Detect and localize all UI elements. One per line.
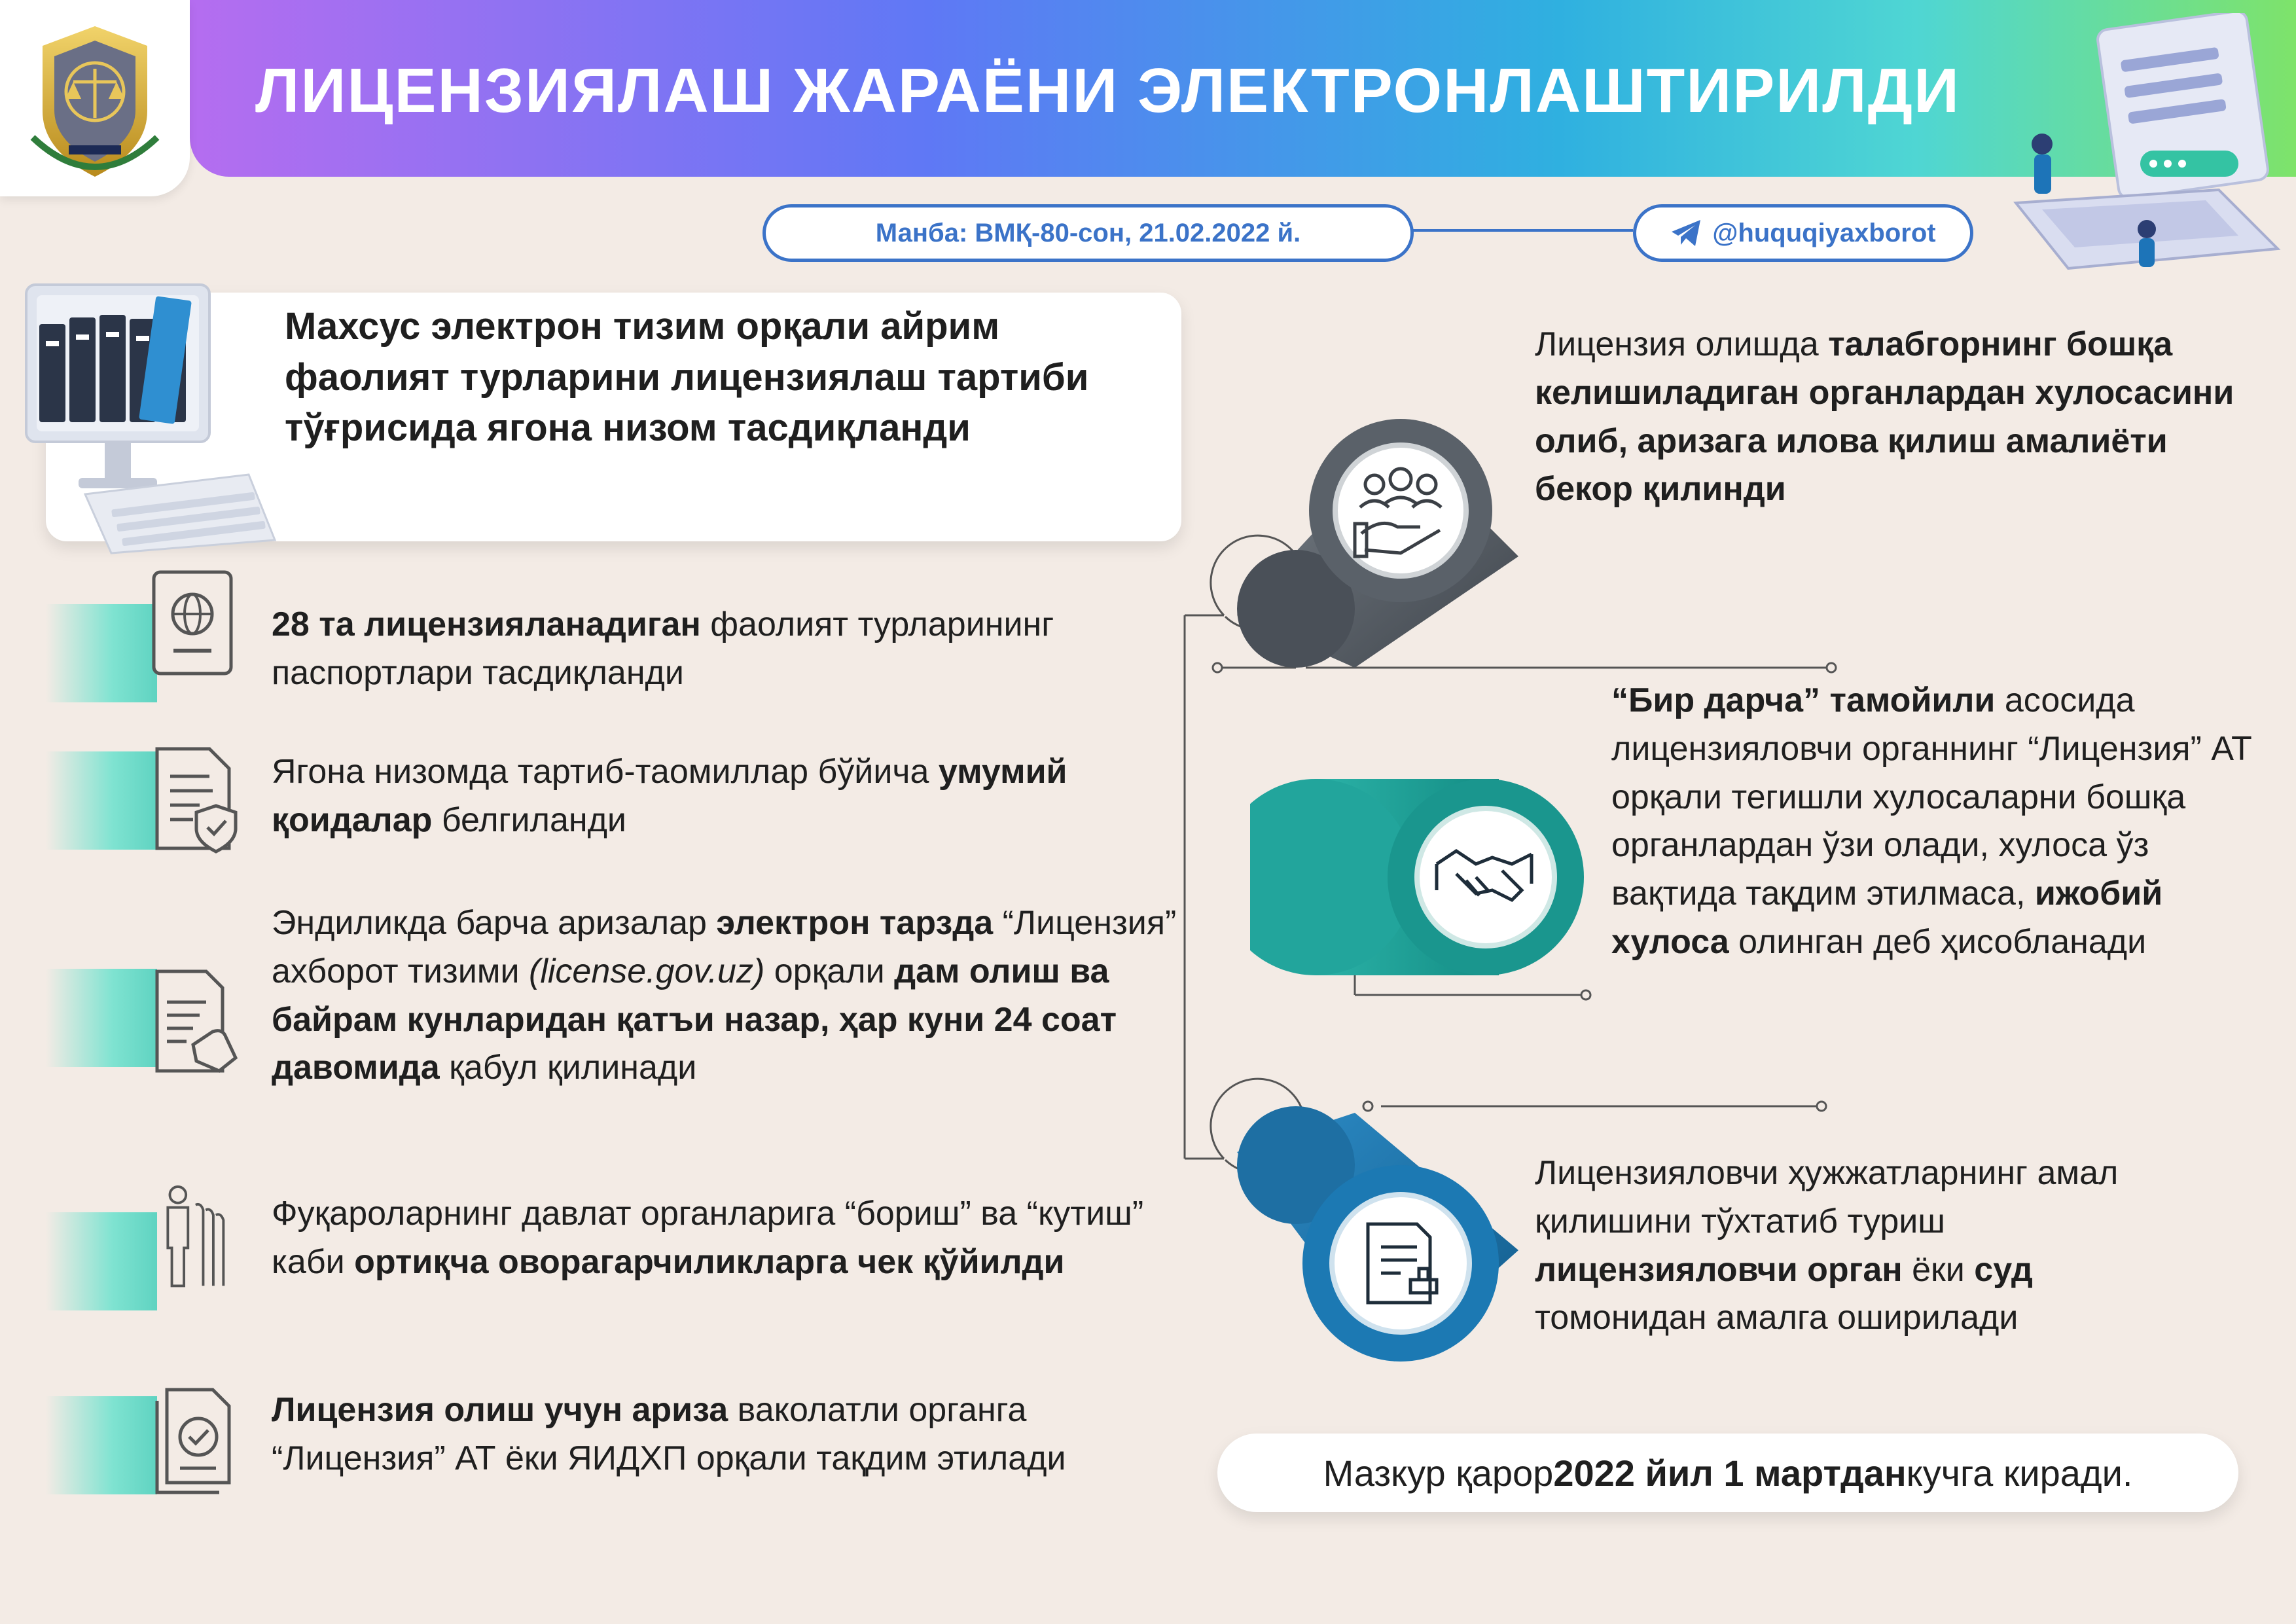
passport-icon bbox=[147, 567, 239, 678]
list-item: Фуқароларнинг давлат органларига “бориш” ва “кутиш” каби ортиқча оворагарчиликларга чек қўйилди bbox=[272, 1195, 1144, 1281]
computer-archive-icon bbox=[13, 278, 288, 560]
logo-card bbox=[0, 0, 190, 196]
queue-people-icon bbox=[147, 1182, 239, 1293]
ministry-emblem-icon bbox=[0, 0, 190, 196]
step-marker-teal bbox=[1250, 766, 1590, 988]
list-item: Лицензияловчи ҳужжатларнинг амал қилишини тўхтатиб туриш лицензияловчи орган ёки суд томонидан амалга оширилади bbox=[1535, 1154, 2119, 1337]
intro-text: Махсус электрон тизим орқали айрим фаолият турларини лицензиялаш тартиби тўғрисида ягона низом тасдиқланди bbox=[285, 305, 1089, 450]
laptop-checklist-icon bbox=[1996, 13, 2291, 288]
list-item: Лицензия олишда талабгорнинг бошқа келишиладиган органлардан хулосасини олиб, аризага илова қилиш амалиёти бекор қилинди bbox=[1535, 325, 2234, 509]
telegram-link[interactable] bbox=[1633, 204, 1973, 262]
document-hand-icon bbox=[147, 966, 239, 1077]
list-item: Лицензия олиш учун ариза ваколатли органга “Лицензия” АТ ёки ЯИДХП орқали тақдим этилади bbox=[272, 1391, 1066, 1477]
accent-strip bbox=[46, 1212, 157, 1310]
telegram-handle: @huquqiyaxborot bbox=[1712, 218, 1936, 247]
accent-strip bbox=[46, 1396, 157, 1494]
list-item: “Бир дарча” тамойили асосида лицензияловчи органнинг “Лицензия” АТ орқали тегишли хулосаларни бошқа органлардан ўзи олади, хулоса ўз вақтида тақдим этилмаса, ижобий хулоса олинган деб ҳисобланади bbox=[1611, 681, 2252, 962]
source-badge: Манба: ВМҚ-80-сон, 21.02.2022 й. bbox=[762, 204, 1414, 262]
accent-strip bbox=[46, 604, 157, 702]
list-item: Эндиликда барча аризалар электрон тарзда “Лицензия” ахборот тизими (license.gov.uz) орқали дам олиш ва байрам кунларидан қатъи назар, ҳар куни 24 соат давомида қабул қилинади bbox=[272, 904, 1177, 1087]
step-marker-navy bbox=[1224, 1100, 1532, 1368]
telegram-icon bbox=[1670, 219, 1703, 247]
step-marker-gray bbox=[1224, 419, 1532, 668]
page-title: ЛИЦЕНЗИЯЛАШ ЖАРАЁНИ ЭЛЕКТРОНЛАШТИРИЛДИ bbox=[255, 56, 1961, 126]
list-item: Ягона низомда тартиб-таомиллар бўйича умумий қоидалар белгиланди bbox=[272, 753, 1067, 839]
accent-strip bbox=[46, 751, 157, 850]
approved-document-icon bbox=[147, 1384, 239, 1496]
list-item: 28 та лицензияланадиган фаолият турларининг паспортлари тасдиқланди bbox=[272, 605, 1054, 692]
accent-strip bbox=[46, 969, 157, 1067]
effective-date-note: Мазкур қарор 2022 йил 1 мартдан кучга киради. bbox=[1217, 1434, 2238, 1512]
source-connector bbox=[1407, 229, 1633, 232]
document-shield-icon bbox=[147, 744, 239, 855]
